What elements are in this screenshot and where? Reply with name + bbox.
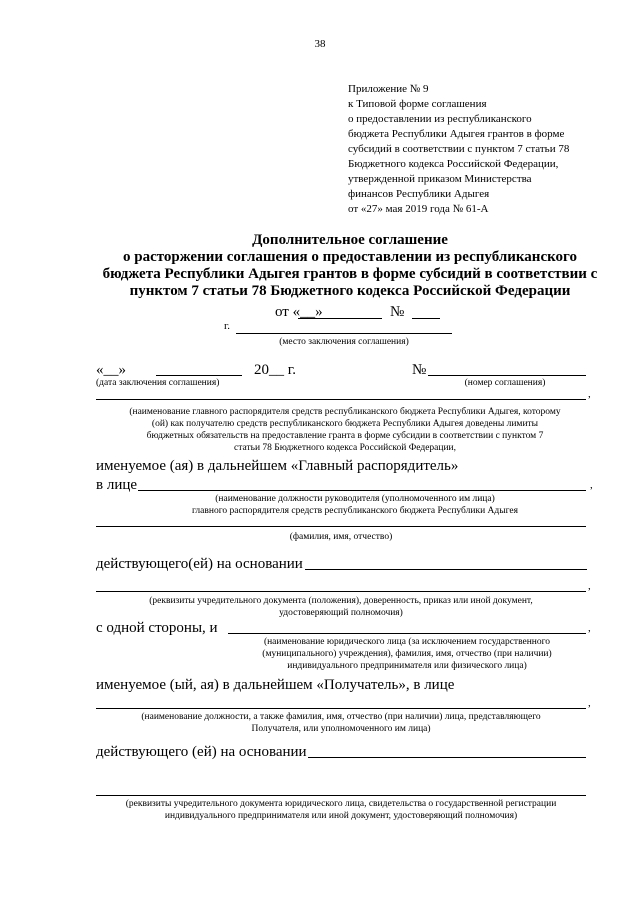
caption-line: (ой) как получателю средств республиканского бюджета Республики Адыгея доведены лимиты xyxy=(151,419,539,429)
appendix-line: субсидий в соответствии с пунктом 7 статьи 78 xyxy=(348,143,570,155)
caption-line: (наименование главного распорядителя средств республиканского бюджета Республики Адыгея, которому xyxy=(129,407,561,417)
document-title xyxy=(60,232,640,300)
caption-line: индивидуального предпринимателя или физического лица) xyxy=(287,661,527,671)
appendix-line: Бюджетного кодекса Российской Федерации, xyxy=(348,158,559,170)
named-main-distributor: именуемое (ая) в дальнейшем «Главный распорядитель» xyxy=(96,458,459,474)
appendix-line: утвержденной приказом Министерства xyxy=(348,173,532,185)
comma: , xyxy=(588,580,591,592)
basis-docs-line[interactable] xyxy=(96,591,586,592)
caption-line: бюджетных обязательств на предоставление гранта в форме субсидии в соответствии с пунктом 7 xyxy=(146,431,544,441)
comma: , xyxy=(588,388,591,400)
fio-line[interactable] xyxy=(96,526,586,527)
basis-docs-caption xyxy=(96,595,586,619)
place-caption: (место заключения соглашения) xyxy=(279,337,409,347)
head-position-line[interactable] xyxy=(138,490,586,491)
title-line: Дополнительное соглашение xyxy=(252,232,448,248)
main-distributor-line[interactable] xyxy=(96,399,586,400)
in-person-label: в лице xyxy=(96,477,138,493)
acting-on-basis-label-2: действующего (ей) на основании xyxy=(96,744,307,760)
comma: , xyxy=(590,479,593,491)
basis-docs-line-2[interactable] xyxy=(96,795,586,796)
agreement-number-sign: № xyxy=(412,362,427,378)
agreement-number-line[interactable] xyxy=(428,375,586,376)
caption-line: статьи 78 Бюджетного кодекса Российской Федерации, xyxy=(234,443,456,453)
place-field-line[interactable] xyxy=(236,333,452,334)
appendix-header xyxy=(348,82,569,217)
agreement-date-line[interactable] xyxy=(156,375,242,376)
from-label: от «__» xyxy=(275,304,323,320)
appendix-line: о предоставлении из республиканского xyxy=(348,113,532,125)
fio-caption: (фамилия, имя, отчество) xyxy=(289,532,393,542)
appendix-line: от «27» мая 2019 года № 61-А xyxy=(348,203,489,215)
comma: , xyxy=(588,697,591,709)
acting-on-basis-label: действующего(ей) на основании xyxy=(96,556,303,572)
date-field-line[interactable] xyxy=(298,318,382,319)
caption-line: Получателя, или уполномоченного им лица) xyxy=(251,724,431,734)
main-distributor-caption xyxy=(90,406,600,454)
caption-line: (реквизиты учредительного документа (положения), доверенность, приказ или иной документ, xyxy=(149,596,533,606)
recipient-rep-caption xyxy=(96,711,586,735)
appendix-line: Приложение № 9 xyxy=(348,83,429,95)
recipient-name-line[interactable] xyxy=(228,633,586,634)
title-line: о расторжении соглашения о предоставлении из республиканского xyxy=(122,249,577,265)
number-field-line[interactable] xyxy=(412,318,440,319)
recipient-rep-line[interactable] xyxy=(96,708,586,709)
named-recipient: именуемое (ый, ая) в дальнейшем «Получатель», в лице xyxy=(96,677,455,693)
number-sign: № xyxy=(390,304,405,320)
recipient-caption xyxy=(228,636,586,672)
basis-line[interactable] xyxy=(305,569,587,570)
appendix-line: бюджета Республики Адыгея грантов в форме xyxy=(348,128,565,140)
appendix-line: финансов Республики Адыгея xyxy=(348,188,490,200)
date-quote: «__» xyxy=(96,362,126,378)
caption-line: индивидуального предпринимателя или иной документ, удостоверяющий полномочия) xyxy=(164,811,518,821)
basis-docs-caption-2 xyxy=(90,798,592,822)
caption-line: удостоверяющий полномочия) xyxy=(279,608,403,618)
number-caption: (номер соглашения) xyxy=(464,378,546,388)
head-caption xyxy=(120,493,590,517)
title-line: пунктом 7 статьи 78 Бюджетного кодекса Российской Федерации xyxy=(129,283,571,299)
date-caption: (дата заключения соглашения) xyxy=(96,378,220,388)
caption-line: (наименование должности руководителя (уполномоченного им лица) xyxy=(215,494,495,504)
caption-line: (наименование должности, а также фамилия, имя, отчество (при наличии) лица, представляющего xyxy=(141,712,541,722)
page-number: 38 xyxy=(314,38,326,50)
caption-line: (муниципального) учреждения), фамилия, имя, отчество (при наличии) xyxy=(262,649,552,659)
caption-line: (наименование юридического лица (за исключением государственного xyxy=(263,637,551,647)
one-side-label: с одной стороны, и xyxy=(96,620,218,636)
caption-line: главного распорядителя средств республиканского бюджета Республики Адыгея xyxy=(192,506,518,516)
year-label: 20__ г. xyxy=(254,362,296,378)
city-prefix: г. xyxy=(224,320,231,332)
comma: , xyxy=(588,622,591,634)
appendix-line: к Типовой форме соглашения xyxy=(348,98,487,110)
caption-line: (реквизиты учредительного документа юридического лица, свидетельства о государственной регистрации xyxy=(125,799,557,809)
basis-line-2[interactable] xyxy=(308,757,586,758)
title-line: бюджета Республики Адыгея грантов в форме субсидий в соответствии с xyxy=(102,266,598,282)
